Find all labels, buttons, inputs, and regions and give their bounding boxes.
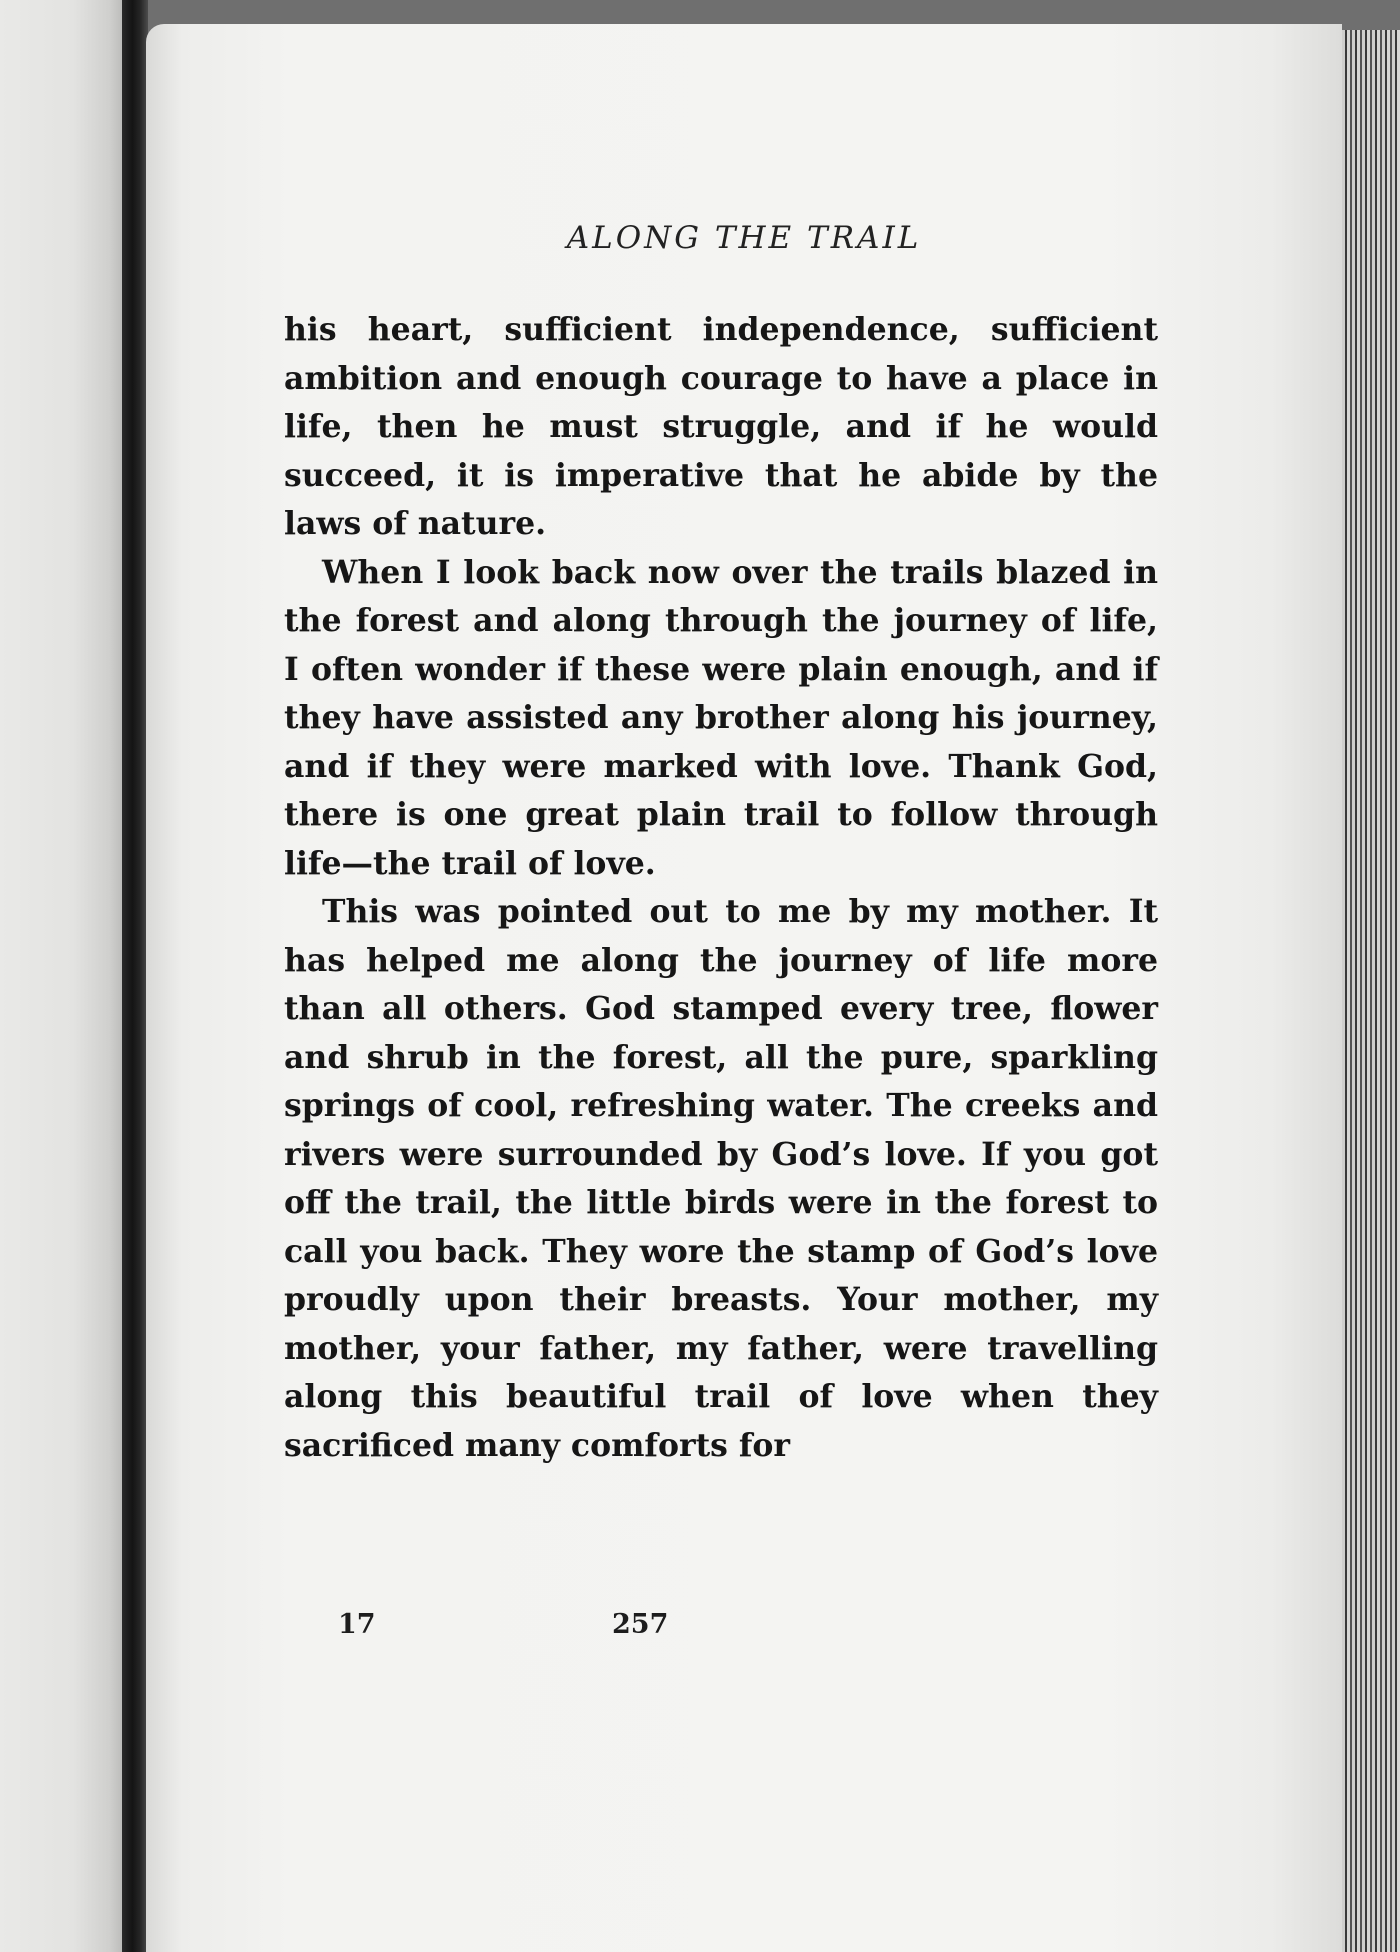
book-spine xyxy=(122,0,148,1952)
body-text xyxy=(284,306,1158,1470)
paragraph-3: This was pointed out to me by my mother. It has helped me along the journey of life more than all others. God stamped every tree, flower and shrub in the forest, all the pure, sparkling springs of cool, refreshing water. The creeks and rivers were surrounded by God’s love. If you got off the trail, the little birds were in the forest to call you back. They wore the stamp of God’s love proudly upon their breasts. Your mother, my mother, your father, my father, were travelling along this beautiful trail of love when they sacrificed many comforts for xyxy=(284,893,1158,1464)
page-edges xyxy=(1342,30,1400,1952)
running-head: ALONG THE TRAIL xyxy=(566,220,922,256)
facing-page-edge xyxy=(0,0,122,1952)
signature-mark: 17 xyxy=(338,1609,376,1640)
book-page xyxy=(146,24,1342,1952)
paragraph-1: his heart, sufficient independence, sufficient ambition and enough courage to have a place in life, then he must struggle, and if he would succeed, it is imperative that he abide by the laws of nature. xyxy=(284,311,1158,542)
paragraph-2: When I look back now over the trails blazed in the forest and along through the journey of life, I often wonder if these were plain enough, and if they have assisted any brother along his journey, and if they were marked with love. Thank God, there is one great plain trail to follow through life—the trail of love. xyxy=(284,553,1158,882)
page-number: 257 xyxy=(612,1609,669,1640)
